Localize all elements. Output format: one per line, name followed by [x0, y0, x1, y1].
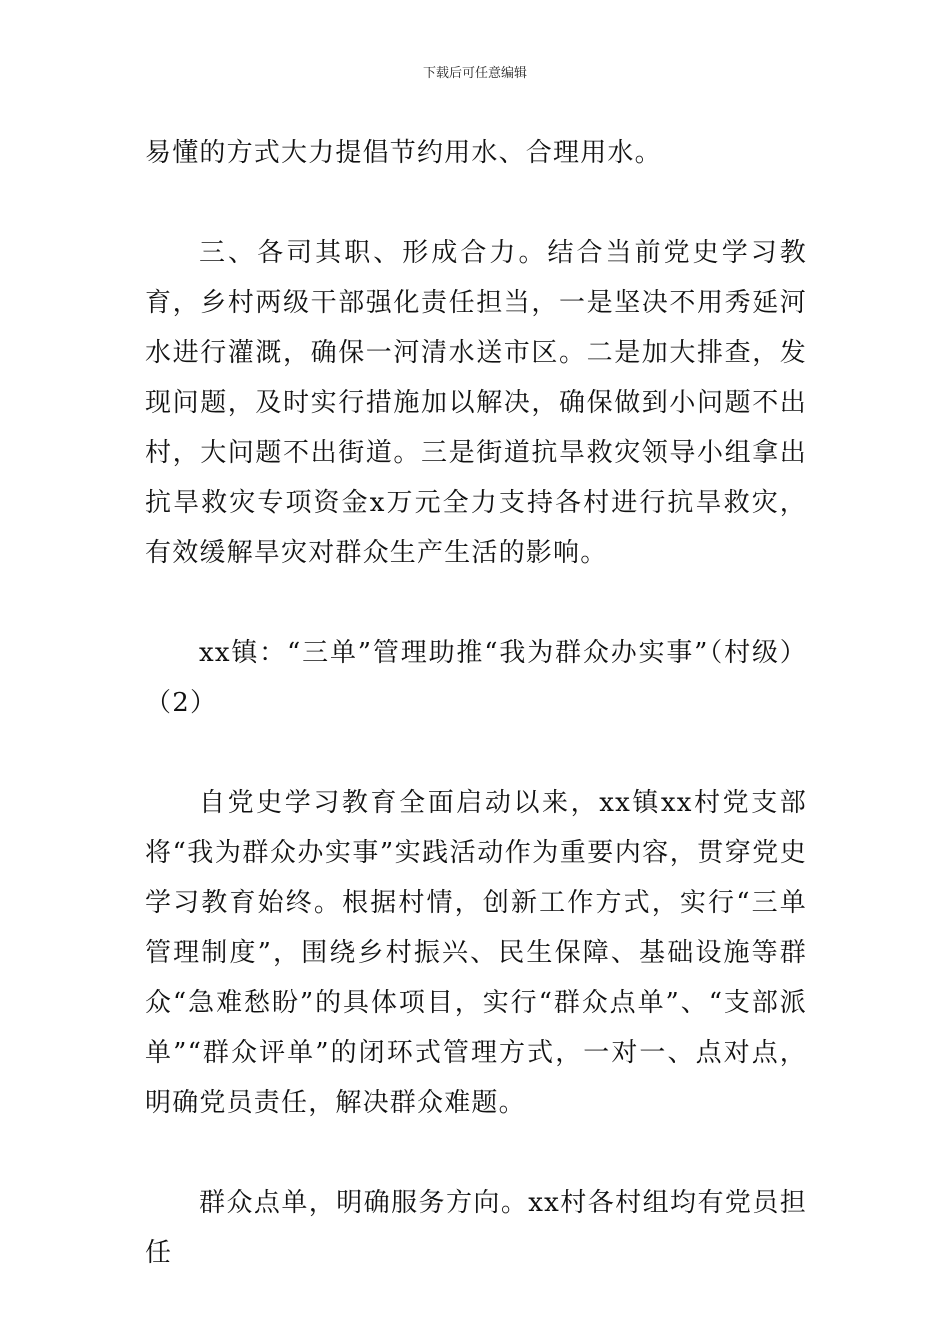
paragraph-gap	[145, 728, 807, 778]
document-body	[145, 128, 807, 1278]
paragraph-continued: 易懂的方式大力提倡节约用水、合理用水。	[145, 138, 662, 168]
article-heading: xx镇：“三单”管理助推“我为群众办实事”（村级）（2）	[145, 638, 807, 718]
page-header: 下载后可任意编辑	[422, 66, 527, 81]
paragraph-point-one: 群众点单，明确服务方向。xx村各村组均有党员担任	[145, 1188, 807, 1268]
paragraph-gap	[145, 178, 807, 228]
paragraph-gap	[145, 578, 807, 628]
paragraph-intro: 自党史学习教育全面启动以来，xx镇xx村党支部将“我为群众办实事”实践活动作为重要内容，贯穿党史学习教育始终。根据村情，创新工作方式，实行“三单管理制度”，围绕乡村振兴、民生保障、基础设施等群众“急难愁盼”的具体项目，实行“群众点单”、“支部派单”“群众评单”的闭环式管理方式，一对一、点对点，明确党员责任，解决群众难题。	[145, 788, 807, 1118]
paragraph-section-three: 三、各司其职、形成合力。结合当前党史学习教育，乡村两级干部强化责任担当，一是坚决不用秀延河水进行灌溉，确保一河清水送市区。二是加大排查，发现问题，及时实行措施加以解决，确保做到小问题不出村，大问题不出街道。三是街道抗旱救灾领导小组拿出抗旱救灾专项资金x万元全力支持各村进行抗旱救灾，有效缓解旱灾对群众生产生活的影响。	[145, 238, 807, 568]
paragraph-gap	[145, 1128, 807, 1178]
